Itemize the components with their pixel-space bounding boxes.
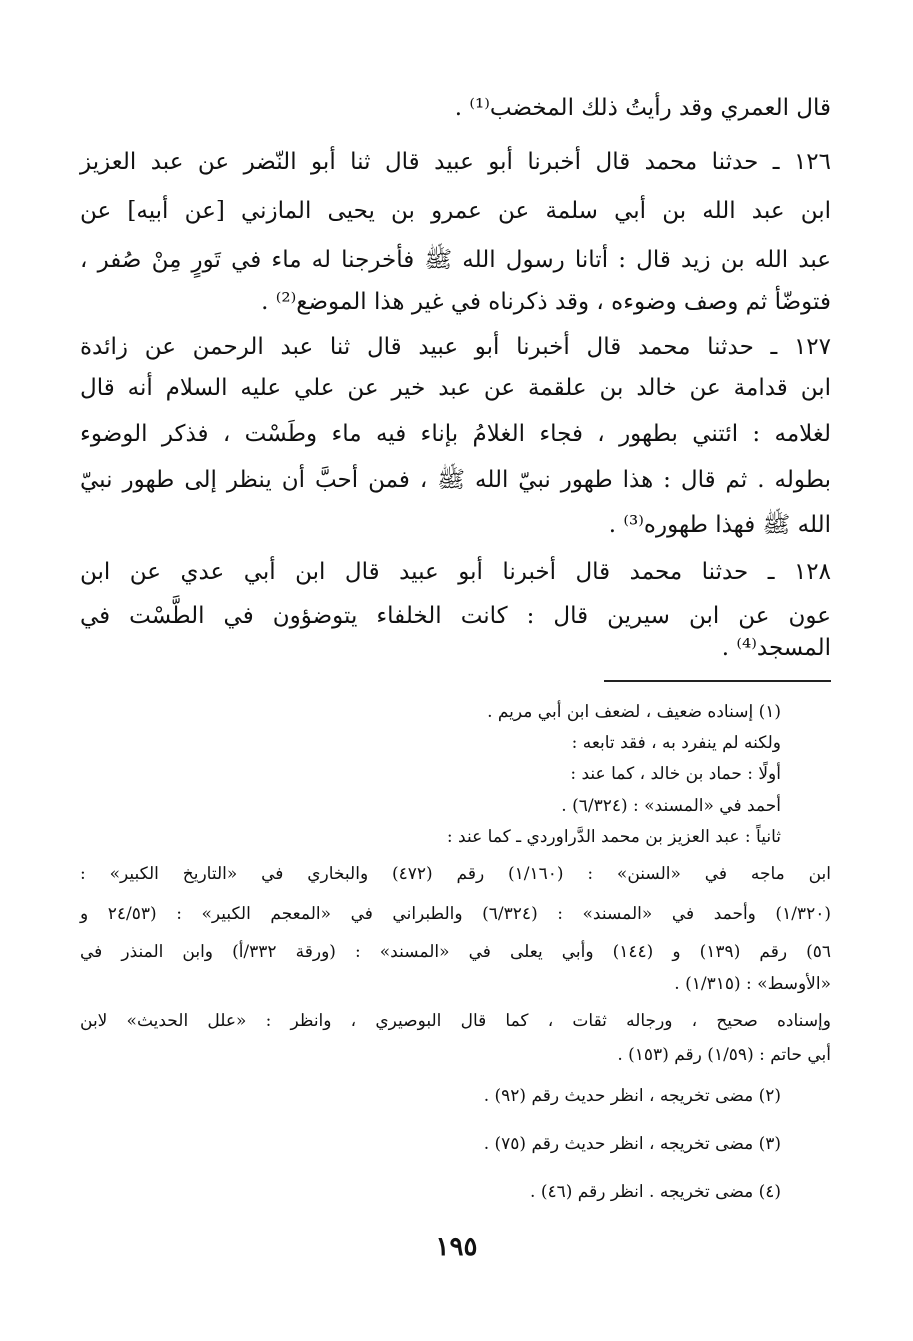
footnote-line: أولًا : حماد بن خالد ، كما عند : [570,764,781,784]
footnote-line: ثانياً : عبد العزيز بن محمد الدَّراوردي ـ كما عند : [446,827,781,847]
page-number: ١٩٥ [435,1232,478,1262]
footnote-line: (١) إسناده ضعيف ، لضعف ابن أبي مريم . [487,702,781,722]
body-line: فتوضّأ ثم وصف وضوءه ، وقد ذكرناه في غير هذا الموضع⁽²⁾ . [261,289,831,315]
body-line: ابن قدامة عن خالد بن علقمة عن عبد خير عن علي عليه السلام أنه قال [80,375,831,401]
footnote-line: «الأوسط» : (١/٣١٥) . [674,974,831,994]
footnote-line: ولكنه لم ينفرد به ، فقد تابعه : [571,733,781,753]
body-line: لغلامه : ائتني بطهور ، فجاء الغلامُ بإناء فيه ماء وطَسْت ، فذكر الوضوء [80,421,831,447]
footnote-line: (١/٣٢٠) وأحمد في «المسند» : (٦/٣٢٤) والطبراني في «المعجم الكبير» : (٢٤/٥٣ و [80,904,831,924]
footnote-line: وإسناده صحيح ، ورجاله ثقات ، كما قال البوصيري ، وانظر : «علل الحديث» لابن [80,1011,831,1031]
footnote-line: (٤) مضى تخريجه . انظر رقم (٤٦) . [530,1182,781,1202]
footnote-line: أبي حاتم : (١/٥٩) رقم (١٥٣) . [617,1045,831,1065]
body-line: قال العمري وقد رأيتُ ذلك المخضب⁽¹⁾ . [454,95,831,121]
footnote-line: ٥٦) رقم (١٣٩) و (١٤٤) وأبي يعلى في «المسند» : (ورقة ٣٣٢/أ) وابن المنذر في [80,942,831,962]
body-line: عون عن ابن سيرين قال : كانت الخلفاء يتوضؤون في الطَّسْت في [80,603,831,629]
body-line: ابن عبد الله بن أبي سلمة عن عمرو بن يحيى المازني [عن أبيه] عن [80,198,831,224]
body-line: ١٢٦ ـ حدثنا محمد قال أخبرنا أبو عبيد قال ثنا أبو النّضر عن عبد العزيز [80,149,831,175]
footnote-line: أحمد في «المسند» : (٦/٣٢٤) . [561,796,781,816]
footnote-separator [604,680,831,682]
footnote-line: (٢) مضى تخريجه ، انظر حديث رقم (٩٢) . [483,1086,781,1106]
footnote-line: ابن ماجه في «السنن» : (١/١٦٠) رقم (٤٧٢) والبخاري في «التاريخ الكبير» : [80,864,831,884]
footnote-line: (٣) مضى تخريجه ، انظر حديث رقم (٧٥) . [483,1134,781,1154]
body-line: عبد الله بن زيد قال : أتانا رسول الله ﷺ فأخرجنا له ماء في تَورٍ مِنْ صُفر ، [80,247,831,273]
body-line: المسجد⁽⁴⁾ . [721,635,831,661]
body-line: ١٢٧ ـ حدثنا محمد قال أخبرنا أبو عبيد قال ثنا عبد الرحمن عن زائدة [80,334,831,360]
body-line: الله ﷺ فهذا طهوره⁽³⁾ . [608,512,831,538]
body-line: ١٢٨ ـ حدثنا محمد قال أخبرنا أبو عبيد قال ابن أبي عدي عن ابن [80,559,831,585]
body-line: بطوله . ثم قال : هذا طهور نبيّ الله ﷺ ، فمن أحبَّ أن ينظر إلى طهور نبيّ [80,467,831,493]
